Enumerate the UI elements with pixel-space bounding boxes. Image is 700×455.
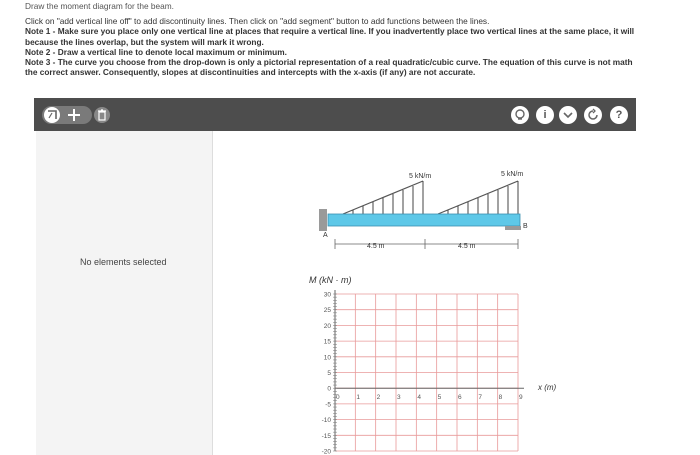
x-tick-label: 7	[478, 394, 482, 402]
drawing-canvas[interactable]	[213, 131, 636, 455]
y-tick-label: 20	[323, 322, 331, 330]
note-3: Note 3 - The curve you choose from the drop-down is only a pictorial representation of a real quadratic/cubic curve. The equation of this curve is not math	[25, 57, 633, 68]
chevron-down-icon	[559, 106, 577, 124]
y-tick-label: 0	[327, 385, 331, 393]
x-tick-label: 4	[417, 394, 421, 402]
hint-button[interactable]	[511, 106, 529, 124]
delete-button[interactable]	[94, 107, 110, 123]
x-tick-label: 6	[458, 394, 462, 402]
span-left-label: 4.5 m	[367, 243, 385, 250]
x-tick-label: 0	[336, 394, 340, 402]
y-tick-label: 15	[323, 338, 331, 346]
reset-button[interactable]	[584, 106, 602, 124]
hint-icon	[511, 106, 529, 124]
help-icon: ?	[615, 109, 623, 121]
x-tick-label: 3	[397, 394, 401, 402]
note-2: Note 2 - Draw a vertical line to denote local maximum or minimum.	[25, 46, 287, 57]
x-tick-label: 9	[519, 394, 523, 402]
note-1: Note 1 - Make sure you place only one vertical line at places that require a vertical line. If you inadvertently place two vertical lines at the same place, it will	[25, 26, 635, 37]
dropdown-button[interactable]	[559, 106, 577, 124]
x-tick-label: 5	[437, 394, 442, 402]
help-button[interactable]	[610, 106, 628, 124]
instructions	[25, 1, 700, 77]
load-label-left: 5 kN/m	[409, 173, 432, 180]
x-tick-label: 2	[376, 394, 381, 402]
toolbar	[34, 98, 636, 131]
info-button[interactable]	[536, 106, 554, 124]
span-right-label: 4.5 m	[458, 243, 476, 250]
properties-panel	[36, 131, 213, 455]
no-selection-text: No elements selected	[80, 257, 167, 267]
instruction-line: Click on "add vertical line off" to add discontinuity lines. Then click on "add segment" button to add functions between the lines.	[25, 16, 490, 27]
plus-icon	[66, 107, 82, 123]
support-a-label: A	[323, 232, 328, 239]
x-axis-label: x (m)	[538, 383, 557, 393]
y-tick-label: -10	[321, 417, 331, 425]
info-icon: i	[543, 109, 547, 121]
note-1-cont: because the lines overlap, but the system will mark it wrong.	[25, 36, 264, 47]
x-tick-label: 8	[498, 394, 503, 402]
moment-chart[interactable]	[213, 131, 636, 455]
y-tick-label: 25	[323, 307, 331, 315]
vertical-line-icon	[44, 107, 60, 123]
y-tick-label: 10	[323, 354, 331, 362]
y-tick-label: -5	[325, 401, 331, 409]
problem-title: Draw the moment diagram for the beam.	[25, 1, 174, 11]
add-segment-button[interactable]	[66, 107, 82, 123]
y-tick-label: -15	[321, 432, 331, 440]
vertical-line-tool-button[interactable]	[44, 107, 60, 123]
y-tick-label: 5	[327, 370, 331, 377]
x-tick-label: 1	[356, 394, 360, 402]
y-tick-label: -20	[321, 448, 331, 455]
y-axis-label: M (kN · m)	[309, 275, 352, 285]
support-b-label: B	[523, 223, 528, 230]
load-label-right: 5 kN/m	[501, 171, 524, 178]
reset-icon	[584, 106, 602, 124]
trash-icon	[94, 107, 110, 123]
y-tick-label: 30	[323, 291, 331, 299]
note-3-cont: the correct answer. Consequently, slopes at discontinuities and intercepts with the x-axis (if any) are not accurate.	[25, 67, 476, 78]
